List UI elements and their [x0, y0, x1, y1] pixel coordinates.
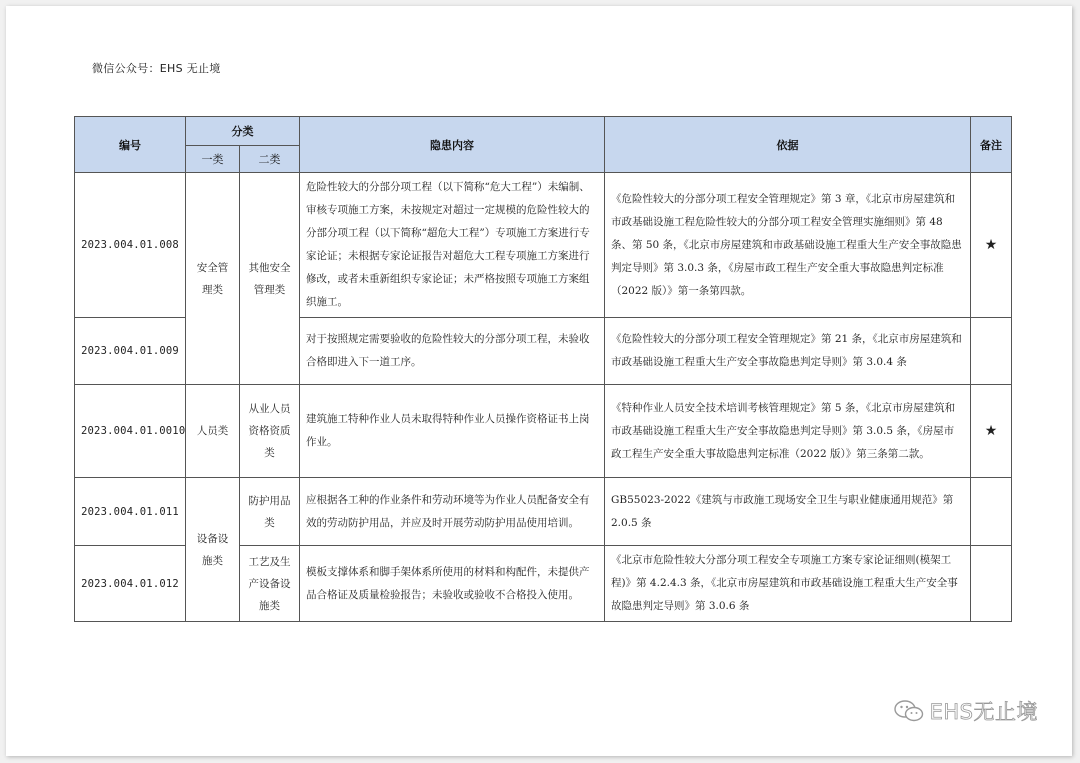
header-cat2: 二类 [240, 146, 300, 173]
row-note [971, 478, 1012, 546]
row-basis: 《北京市危险性较大分部分项工程安全专项施工方案专家论证细则(模架工程)》第 4.2.4.3 条，《北京市房屋建筑和市政基础设施工程重大生产安全事故隐患判定导则》第 3.0.6 条 [605, 546, 971, 622]
row-content: 应根据各工种的作业条件和劳动环境等为作业人员配备安全有效的劳动防护用品，并应及时开展劳动防护用品使用培训。 [300, 478, 605, 546]
watermark [894, 696, 1038, 726]
header-category: 分类 [186, 117, 300, 146]
row-basis: 《危险性较大的分部分项工程安全管理规定》第 3 章，《北京市房屋建筑和市政基础设施工程危险性较大的分部分项工程安全管理实施细则》第 48 条、第 50 条，《北京市房屋建筑和市政基础设施工程重大生产安全事故隐患判定导则》第 3.0.3 条，《房屋市政工程生产安全重大事故隐患判定标准（2022 版）》第一条第四款。 [605, 173, 971, 318]
row-content: 对于按照规定需要验收的危险性较大的分部分项工程，未验收合格即进入下一道工序。 [300, 318, 605, 385]
table-row [75, 173, 1012, 318]
row-note [971, 546, 1012, 622]
row-note-star: ★ [971, 173, 1012, 318]
row-cat1: 安全管理类 [186, 173, 240, 385]
row-basis: 《特种作业人员安全技术培训考核管理规定》第 5 条，《北京市房屋建筑和市政基础设施工程重大生产安全事故隐患判定导则》第 3.0.5 条，《房屋市政工程生产安全重大事故隐患判定标准（2022 版）》第三条第二款。 [605, 385, 971, 478]
row-note-star: ★ [971, 385, 1012, 478]
header-basis: 依据 [605, 117, 971, 173]
row-cat1: 设备设施类 [186, 478, 240, 622]
wechat-account-note: 微信公众号：EHS 无止境 [92, 62, 221, 75]
header-code: 编号 [75, 117, 186, 173]
row-code: 2023.004.01.008 [75, 173, 186, 318]
document-page [6, 6, 1072, 756]
table-row [75, 385, 1012, 478]
hazard-table [74, 116, 1012, 622]
table-row [75, 478, 1012, 546]
header-cat1: 一类 [186, 146, 240, 173]
row-code: 2023.004.01.012 [75, 546, 186, 622]
row-code: 2023.004.01.009 [75, 318, 186, 385]
row-note [971, 318, 1012, 385]
row-code: 2023.004.01.0010 [75, 385, 186, 478]
row-cat2: 从业人员资格资质类 [240, 385, 300, 478]
header-note: 备注 [971, 117, 1012, 173]
row-cat1: 人员类 [186, 385, 240, 478]
wechat-icon [894, 699, 924, 723]
row-basis: GB55023-2022《建筑与市政施工现场安全卫生与职业健康通用规范》第 2.0.5 条 [605, 478, 971, 546]
row-cat2: 防护用品类 [240, 478, 300, 546]
row-content: 建筑施工特种作业人员未取得特种作业人员操作资格证书上岗作业。 [300, 385, 605, 478]
row-basis: 《危险性较大的分部分项工程安全管理规定》第 21 条，《北京市房屋建筑和市政基础设施工程重大生产安全事故隐患判定导则》第 3.0.4 条 [605, 318, 971, 385]
row-content: 模板支撑体系和脚手架体系所使用的材料和构配件，未提供产品合格证及质量检验报告；未验收或验收不合格投入使用。 [300, 546, 605, 622]
watermark-text: EHS无止境 [929, 700, 1038, 724]
row-cat2: 其他安全管理类 [240, 173, 300, 385]
row-code: 2023.004.01.011 [75, 478, 186, 546]
row-cat2: 工艺及生产设备设施类 [240, 546, 300, 622]
header-content: 隐患内容 [300, 117, 605, 173]
row-content: 危险性较大的分部分项工程（以下简称“危大工程”）未编制、审核专项施工方案，未按规定对超过一定规模的危险性较大的分部分项工程（以下简称“超危大工程”）专项施工方案进行专家论证；未根据专家论证报告对超危大工程专项施工方案进行修改，或者未重新组织专家论证；未严格按照专项施工方案组织施工。 [300, 173, 605, 318]
